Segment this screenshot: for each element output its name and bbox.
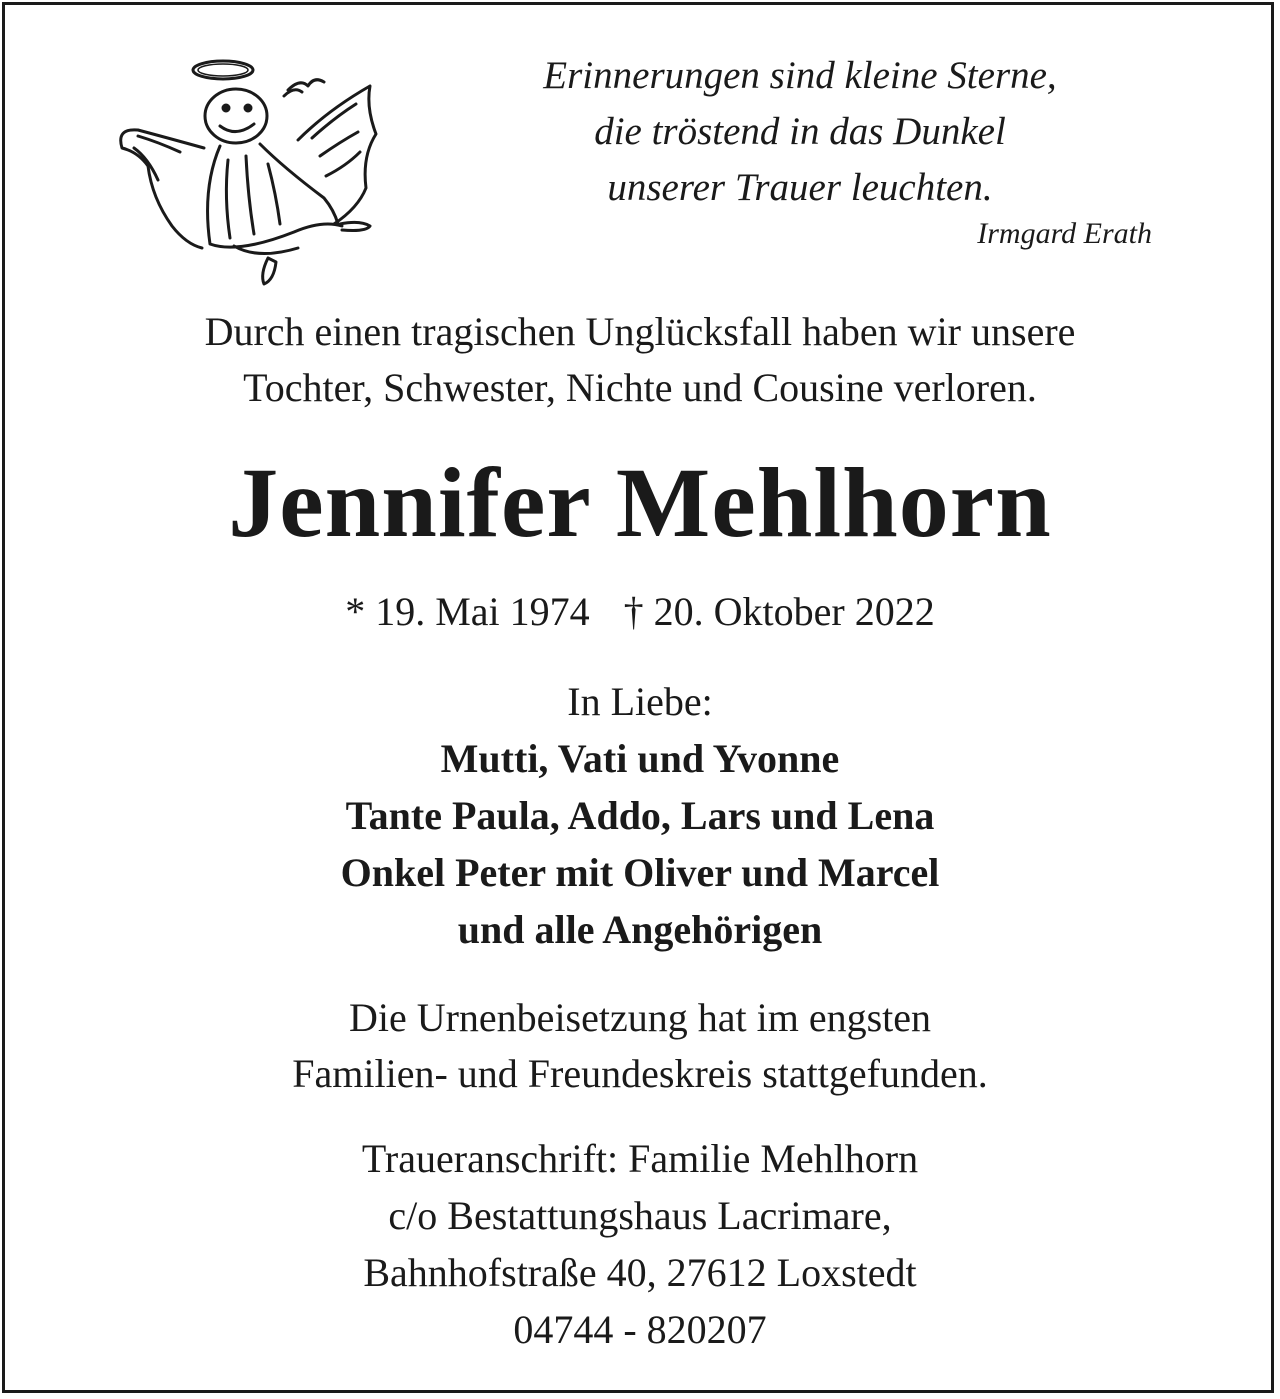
angel-icon bbox=[108, 48, 408, 293]
deceased-name: Jennifer Mehlhorn bbox=[228, 447, 1052, 558]
life-dates bbox=[0, 584, 1280, 640]
intro-text bbox=[0, 304, 1280, 416]
quote-line: die tröstend in das Dunkel bbox=[594, 110, 1006, 153]
intro-line: Tochter, Schwester, Nichte und Cousine verloren. bbox=[243, 365, 1037, 410]
mourner-line: Onkel Peter mit Oliver und Marcel bbox=[340, 850, 940, 895]
death-date: † 20. Oktober 2022 bbox=[623, 589, 935, 634]
address-line: c/o Bestattungshaus Lacrimare, bbox=[388, 1193, 892, 1238]
memorial-quote bbox=[440, 48, 1160, 216]
mourner-line: Tante Paula, Addo, Lars und Lena bbox=[345, 793, 935, 838]
mourner-line: und alle Angehörigen bbox=[457, 907, 823, 952]
phone-number: 04744 - 820207 bbox=[513, 1307, 767, 1352]
intro-line: Durch einen tragischen Unglücksfall haben wir unsere bbox=[204, 309, 1076, 354]
address-line: Traueranschrift: Familie Mehlhorn bbox=[361, 1136, 919, 1181]
quote-author: Irmgard Erath bbox=[977, 217, 1152, 250]
mourning-address bbox=[0, 1130, 1280, 1358]
quote-line: Erinnerungen sind kleine Sterne, bbox=[543, 54, 1057, 97]
birth-date: * 19. Mai 1974 bbox=[345, 589, 590, 634]
mourner-line: Mutti, Vati und Yvonne bbox=[440, 736, 840, 781]
burial-line: Die Urnenbeisetzung hat im engsten bbox=[348, 995, 932, 1040]
in-love-label: In Liebe: bbox=[567, 679, 713, 724]
address-line: Bahnhofstraße 40, 27612 Loxstedt bbox=[363, 1250, 917, 1295]
mourners-list bbox=[0, 730, 1280, 958]
burial-notice bbox=[0, 990, 1280, 1102]
burial-line: Familien- und Freundeskreis stattgefunden. bbox=[292, 1051, 988, 1096]
quote-line: unserer Trauer leuchten. bbox=[607, 166, 993, 209]
